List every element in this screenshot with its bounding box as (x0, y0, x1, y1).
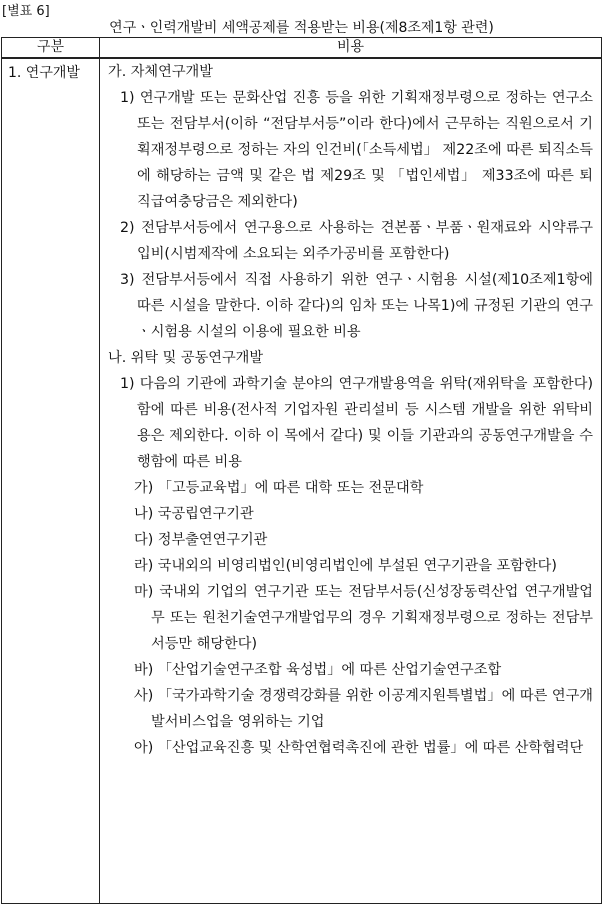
table-row (2, 58, 602, 903)
category-cell: 1. 연구개발 (2, 58, 100, 903)
document-title: 연구ㆍ인력개발비 세액공제를 적용받는 비용(제8조제1항 관련) (109, 20, 494, 36)
cost-cell (100, 58, 602, 903)
list-item: 1) 연구개발 또는 문화산업 진흥 등을 위한 기획재정부령으로 정하는 연구소 또는 전담부서(이하 “전담부서등”이라 한다)에서 근무하는 직원으로서 기획재정부령으로 정하는 자의 인건비(「소득세법」 제22조에 따른 퇴직소득에 해당하는 금액 및 같은 법 제29조 및 「법인세법」 제33조에 따른 퇴직급여충당금은 제외한다) (120, 90, 593, 210)
table-header-row (2, 38, 602, 59)
list-item: 2) 전담부서등에서 연구용으로 사용하는 견본품ㆍ부품ㆍ원재료와 시약류구입비(시범제작에 소요되는 외주가공비를 포함한다) (120, 220, 593, 262)
sub-list-item: 바) 「산업기술연구조합 육성법」에 따른 산업기술연구조합 (134, 662, 502, 678)
sub-list-item: 라) 국내외의 비영리법인(비영리법인에 부설된 연구기관을 포함한다) (134, 558, 557, 574)
sub-list-item: 나) 국공립연구기관 (134, 506, 254, 522)
sub-list-item: 가) 「고등교육법」에 따른 대학 또는 전문대학 (134, 480, 424, 496)
sub-list-item: 사) 「국가과학기술 경쟁력강화를 위한 이공계지원특별법」에 따른 연구개발서비스업을 영위하는 기업 (134, 688, 593, 730)
column-header-category: 구분 (2, 38, 100, 59)
column-header-cost: 비용 (100, 38, 602, 59)
cost-table (1, 37, 602, 904)
annex-tag: [별표 6] (2, 4, 50, 19)
sub-list-item: 다) 정부출연연구기관 (134, 532, 268, 548)
list-item: 1) 다음의 기관에 과학기술 분야의 연구개발용역을 위탁(재위탁을 포함한다)함에 따른 비용(전사적 기업자원 관리설비 등 시스템 개발을 위한 위탁비용은 제외한다. 이하 이 목에서 같다) 및 이들 기관과의 공동연구개발을 수행함에 따른 비용 (120, 376, 593, 470)
sub-list-item: 아) 「산업교육진흥 및 산학연협력촉진에 관한 법률」에 따른 산학협력단 (134, 740, 584, 756)
sub-list-item: 마) 국내외 기업의 연구기관 또는 전담부서등(신성장동력산업 연구개발업무 또는 원천기술연구개발업무의 경우 기획재정부령으로 정하는 전담부서등만 해당한다) (134, 584, 593, 652)
section-heading: 나. 위탁 및 공동연구개발 (108, 350, 264, 366)
section-heading: 가. 자체연구개발 (108, 64, 213, 80)
list-item: 3) 전담부서등에서 직접 사용하기 위한 연구ㆍ시험용 시설(제10조제1항에 따른 시설을 말한다. 이하 같다)의 임차 또는 나목1)에 규정된 기관의 연구ㆍ시험용 시설의 이용에 필요한 비용 (120, 272, 593, 340)
